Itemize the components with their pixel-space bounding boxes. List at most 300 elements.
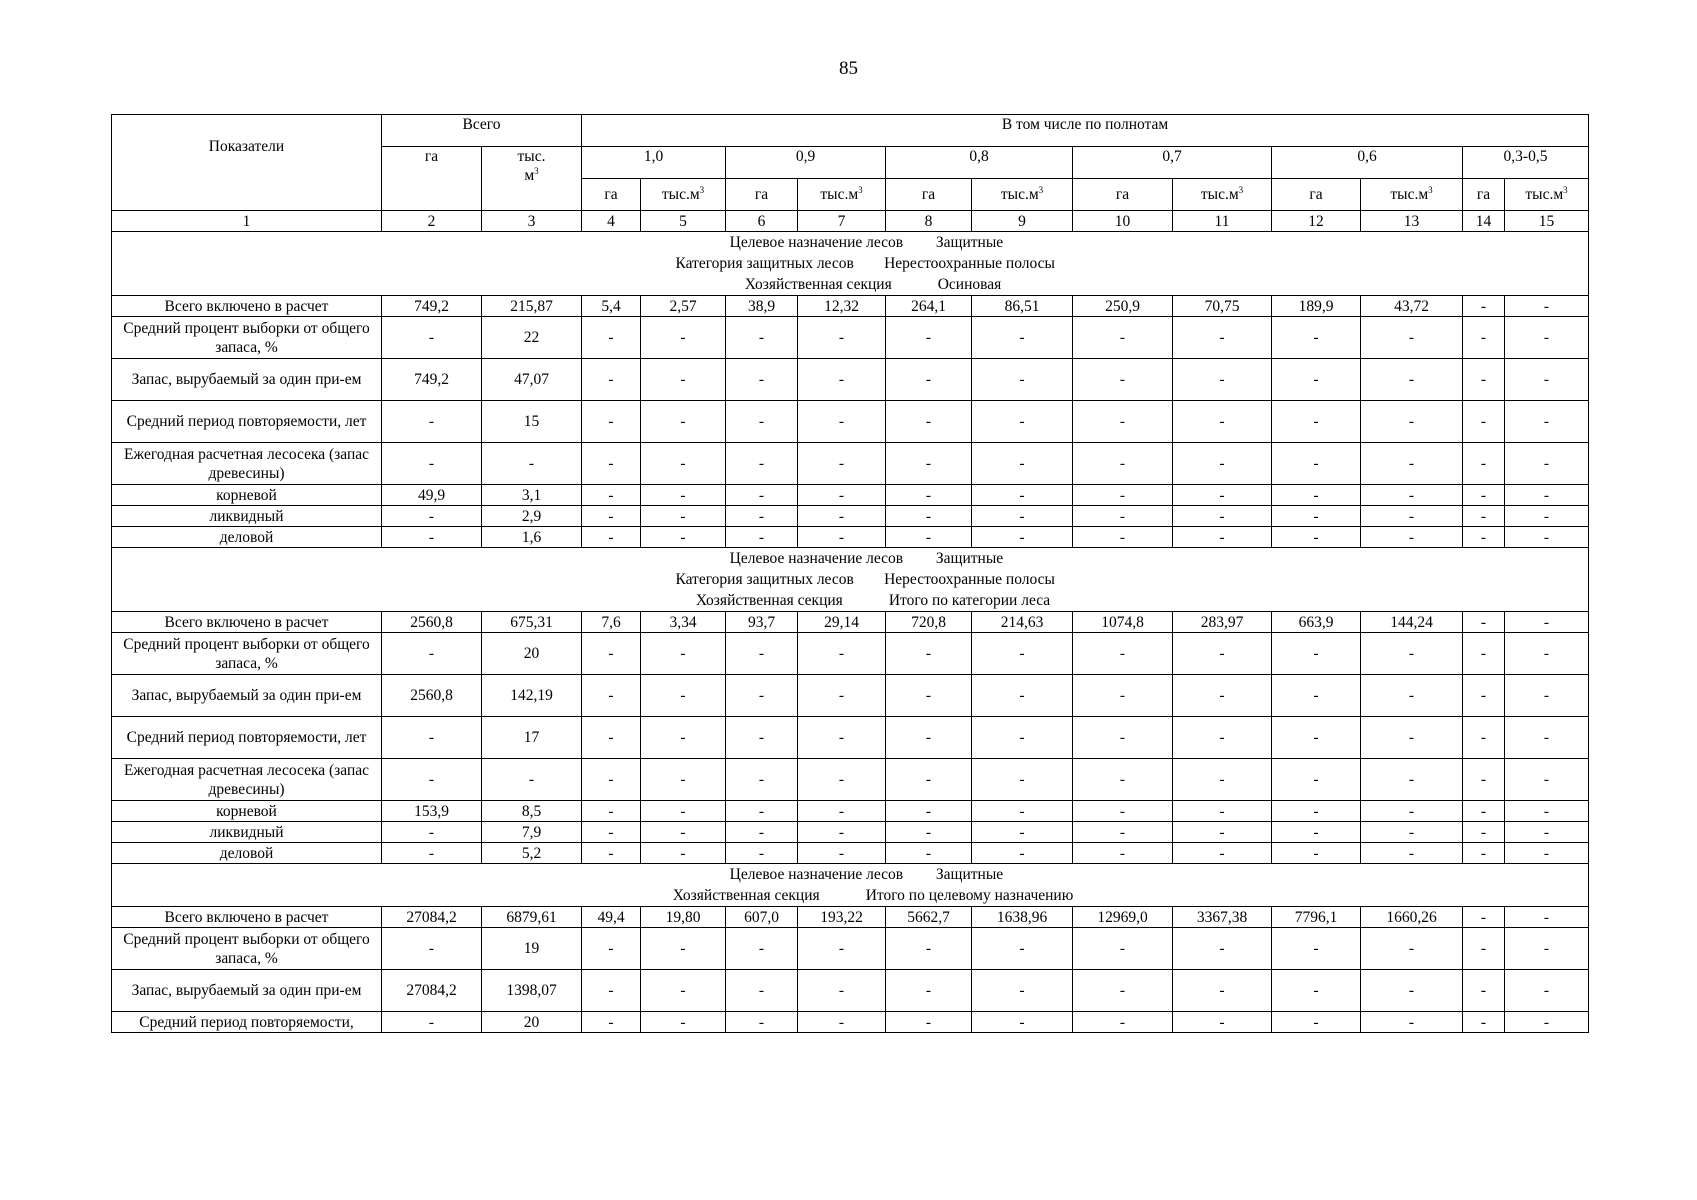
table-cell: - [1272,317,1361,359]
table-cell: - [1173,801,1272,822]
table-cell: 1,6 [482,527,582,548]
table-cell: - [972,485,1073,506]
table-cell: - [1463,1012,1505,1033]
table-cell: 3367,38 [1173,907,1272,928]
row-label: деловой [112,843,382,864]
table-body [112,232,1589,1033]
table-cell: - [1463,843,1505,864]
table-cell: - [1463,527,1505,548]
table-cell: - [886,759,972,801]
row-label: Ежегодная расчетная лесосека (запас древесины) [112,759,382,801]
table-cell: - [382,633,482,675]
column-number: 6 [726,211,798,232]
table-cell: 250,9 [1073,296,1173,317]
table-cell: - [582,633,641,675]
table-cell: - [1361,759,1463,801]
table-cell: 2,9 [482,506,582,527]
table-cell: 38,9 [726,296,798,317]
section-info-key: Целевое назначение лесов [729,234,904,251]
table-cell: - [1173,822,1272,843]
table-cell: - [726,317,798,359]
table-cell: - [1272,717,1361,759]
table-cell: - [972,1012,1073,1033]
table-cell: - [582,822,641,843]
table-cell: 2,57 [641,296,726,317]
table-cell: - [1463,970,1505,1012]
column-number: 5 [641,211,726,232]
table-cell: - [798,759,886,801]
section-info-key: Категория защитных лесов [675,571,854,588]
table-cell: - [382,527,482,548]
table-cell: - [886,401,972,443]
table-cell: - [1073,970,1173,1012]
header-total-ha: га [382,147,482,211]
section-info-key: Хозяйственная секция [744,276,892,293]
table-cell: - [1272,801,1361,822]
table-cell: - [1173,317,1272,359]
table-cell: - [1073,485,1173,506]
table-cell: - [1361,822,1463,843]
table-cell: - [972,359,1073,401]
table-cell: - [382,443,482,485]
row-label: Средний период повторяемости, лет [112,401,382,443]
table-cell: - [382,717,482,759]
subheader-ha: га [886,179,972,211]
table-cell: - [1073,443,1173,485]
table-cell: - [1505,296,1589,317]
table-cell: - [798,675,886,717]
table-cell: 5662,7 [886,907,972,928]
table-cell: 749,2 [382,296,482,317]
column-number: 15 [1505,211,1589,232]
subheader-thous-m3: $тыс.м^3$ [1505,179,1589,211]
table-cell: - [1272,759,1361,801]
table-cell: - [886,928,972,970]
table-row [112,822,1589,843]
column-number: 11 [1173,211,1272,232]
column-number: 12 [1272,211,1361,232]
table-cell: - [482,759,582,801]
table-cell: 7,9 [482,822,582,843]
table-cell: - [726,801,798,822]
table-cell: - [798,506,886,527]
column-number: 1 [112,211,382,232]
table-row [112,907,1589,928]
table-cell: 27084,2 [382,970,482,1012]
section-info-line [114,590,1586,611]
section-info-value: Итого по категории леса [888,592,1051,609]
table-cell: - [1272,633,1361,675]
column-number: 8 [886,211,972,232]
table-cell: - [582,759,641,801]
table-cell: - [382,843,482,864]
table-cell: - [1463,675,1505,717]
subheader-thous-m3: $тыс.м^3$ [1173,179,1272,211]
table-cell: 144,24 [1361,612,1463,633]
page-number: 85 [839,58,858,79]
table-cell: 215,87 [482,296,582,317]
table-cell: - [726,759,798,801]
column-number: 13 [1361,211,1463,232]
table-cell: - [482,443,582,485]
subheader-thous-m3: $тыс.м^3$ [1361,179,1463,211]
table-cell: - [1073,633,1173,675]
table-cell: - [972,317,1073,359]
table-cell: - [1463,317,1505,359]
table-cell: 8,5 [482,801,582,822]
section-info-row [112,548,1589,612]
table-cell: - [1505,970,1589,1012]
table-cell: - [798,801,886,822]
table-cell: - [798,970,886,1012]
table-cell: - [641,801,726,822]
table-cell: - [1463,485,1505,506]
subheader-ha: га [582,179,641,211]
table-cell: - [1361,970,1463,1012]
table-row [112,317,1589,359]
table-cell: - [1463,822,1505,843]
table-cell: 214,63 [972,612,1073,633]
table-cell: - [1505,443,1589,485]
table-cell: - [641,822,726,843]
row-label: корневой [112,485,382,506]
table-row [112,717,1589,759]
table-cell: - [1173,359,1272,401]
table-cell: - [641,717,726,759]
section-info-value: Нерестоохранные полосы [884,255,1055,272]
table-cell: - [1173,928,1272,970]
table-cell: - [1505,907,1589,928]
table-cell: 663,9 [1272,612,1361,633]
table-cell: - [726,359,798,401]
table-cell: - [382,1012,482,1033]
table-cell: - [798,717,886,759]
table-cell: - [1173,675,1272,717]
header-indicators: Показатели [112,115,382,211]
table-cell: - [726,843,798,864]
table-cell: - [1361,443,1463,485]
section-info-line [114,569,1586,590]
table-cell: 2560,8 [382,675,482,717]
table-row [112,1012,1589,1033]
table-cell: - [1463,907,1505,928]
table-cell: - [972,843,1073,864]
table-cell: 6879,61 [482,907,582,928]
table-cell: - [798,928,886,970]
column-number: 7 [798,211,886,232]
table-cell: 1638,96 [972,907,1073,928]
table-cell: - [972,443,1073,485]
header-total-m3: тыс. $м^3$ [482,147,582,211]
table-cell: - [641,443,726,485]
table-cell: - [972,822,1073,843]
table-cell: - [1361,1012,1463,1033]
table-cell: - [1073,506,1173,527]
header-total: Всего [382,115,582,147]
row-label: ликвидный [112,822,382,843]
table-cell: - [1361,675,1463,717]
table-cell: - [382,506,482,527]
table-cell: - [1173,401,1272,443]
table-cell: - [1073,317,1173,359]
subheader-thous-m3: $тыс.м^3$ [641,179,726,211]
table-cell: - [1361,359,1463,401]
table-cell: - [1505,1012,1589,1033]
table-cell: - [972,759,1073,801]
table-cell: - [1361,843,1463,864]
table-row [112,675,1589,717]
table-cell: - [641,401,726,443]
table-cell: - [1073,359,1173,401]
table-cell: - [726,633,798,675]
section-info-value: Защитные [935,550,1004,567]
table-row [112,928,1589,970]
table-cell: - [726,928,798,970]
table-cell: - [798,359,886,401]
table-cell: 5,2 [482,843,582,864]
subheader-ha: га [726,179,798,211]
table-cell: - [972,675,1073,717]
row-label: Запас, вырубаемый за один при-ем [112,970,382,1012]
table-cell: - [1463,612,1505,633]
table-cell: - [1073,759,1173,801]
table-cell: 1660,26 [1361,907,1463,928]
table-cell: - [641,1012,726,1033]
table-cell: 47,07 [482,359,582,401]
table-cell: - [1073,928,1173,970]
table-cell: - [1505,717,1589,759]
table-cell: - [972,970,1073,1012]
table-cell: - [886,1012,972,1033]
table-cell: - [582,527,641,548]
row-label: Ежегодная расчетная лесосека (запас древесины) [112,443,382,485]
row-label: Запас, вырубаемый за один при-ем [112,359,382,401]
table-cell: - [1463,296,1505,317]
table-cell: - [1272,443,1361,485]
table-cell: - [641,970,726,1012]
table-cell: - [798,317,886,359]
table-cell: - [1173,506,1272,527]
table-cell: - [886,527,972,548]
table-cell: - [972,506,1073,527]
table-cell: - [1272,485,1361,506]
section-info-key: Хозяйственная секция [695,592,843,609]
table-cell: - [886,970,972,1012]
table-cell: - [582,675,641,717]
table-cell: - [1272,970,1361,1012]
section-info-row [112,232,1589,296]
table-cell: - [1272,822,1361,843]
table-row [112,359,1589,401]
table-cell: 29,14 [798,612,886,633]
table-cell: 86,51 [972,296,1073,317]
table-row [112,612,1589,633]
subheader-ha: га [1463,179,1505,211]
table-cell: - [1272,928,1361,970]
section-info-row [112,864,1589,907]
table-cell: - [1463,633,1505,675]
subheader-ha: га [1073,179,1173,211]
table-cell: 7796,1 [1272,907,1361,928]
table-cell: 49,9 [382,485,482,506]
table-cell: - [726,401,798,443]
table-cell: - [1173,759,1272,801]
section-info-value: Защитные [935,866,1004,883]
table-cell: - [382,759,482,801]
table-cell: - [798,527,886,548]
table-cell: - [1463,759,1505,801]
table-cell: - [1463,928,1505,970]
table-cell: 17 [482,717,582,759]
table-row [112,401,1589,443]
table-cell: - [1272,1012,1361,1033]
subheader-ha: га [1272,179,1361,211]
table-cell: - [641,633,726,675]
table-cell: 189,9 [1272,296,1361,317]
table-cell: - [798,1012,886,1033]
section-info [112,232,1589,296]
row-label: Всего включено в расчет [112,296,382,317]
table-cell: - [1361,928,1463,970]
table-cell: - [1073,717,1173,759]
table-cell: 607,0 [726,907,798,928]
row-label: Средний период повторяемости, [112,1012,382,1033]
table-cell: - [1463,401,1505,443]
table-cell: - [1173,527,1272,548]
row-label: Всего включено в расчет [112,612,382,633]
section-info-line [114,885,1586,906]
table-cell: - [641,759,726,801]
table-cell: 749,2 [382,359,482,401]
table-row [112,443,1589,485]
table-cell: - [1505,506,1589,527]
table-cell: 3,1 [482,485,582,506]
subheader-thous-m3: $тыс.м^3$ [972,179,1073,211]
table-cell: - [886,359,972,401]
table-cell: - [1073,1012,1173,1033]
table-cell: 720,8 [886,612,972,633]
table-cell: - [641,359,726,401]
table-cell: - [641,485,726,506]
column-number: 9 [972,211,1073,232]
table-cell: - [582,843,641,864]
table-cell: 20 [482,1012,582,1033]
table-cell: - [726,1012,798,1033]
table-cell: 153,9 [382,801,482,822]
subheader-thous-m3: $тыс.м^3$ [798,179,886,211]
table-cell: - [1073,401,1173,443]
table-cell: - [1073,801,1173,822]
section-info-value: Итого по целевому назначению [865,887,1074,904]
table-cell: - [726,527,798,548]
table-cell: - [641,843,726,864]
column-number: 2 [382,211,482,232]
section-info-value: Защитные [935,234,1004,251]
table-cell: - [582,485,641,506]
table-row [112,843,1589,864]
column-number: 4 [582,211,641,232]
table-cell: - [1505,633,1589,675]
table-cell: 93,7 [726,612,798,633]
table-cell: - [641,527,726,548]
section-info-line [114,253,1586,274]
table-cell: 142,19 [482,675,582,717]
table-cell: - [1272,359,1361,401]
table-cell: - [1361,401,1463,443]
section-info-key: Целевое назначение лесов [729,866,904,883]
table-cell: - [1463,359,1505,401]
row-label: Запас, вырубаемый за один при-ем [112,675,382,717]
table-cell: - [1073,822,1173,843]
table-cell: - [1173,717,1272,759]
header-density-4: 0,7 [1073,147,1272,179]
table-cell: - [582,401,641,443]
header-density-6: 0,3-0,5 [1463,147,1589,179]
table-cell: - [726,675,798,717]
table-cell: 1074,8 [1073,612,1173,633]
table-cell: - [1073,527,1173,548]
row-label: Средний процент выборки от общего запаса, % [112,928,382,970]
table-cell: - [382,822,482,843]
table-cell: 15 [482,401,582,443]
table-cell: - [582,359,641,401]
table-row [112,506,1589,527]
row-label: ликвидный [112,506,382,527]
table-cell: - [582,970,641,1012]
header-density-5: 0,6 [1272,147,1463,179]
table-cell: - [1173,1012,1272,1033]
table-cell: 1398,07 [482,970,582,1012]
table-cell: - [886,317,972,359]
section-info-line [114,274,1586,295]
table-cell: - [1505,843,1589,864]
table-cell: - [972,928,1073,970]
table-cell: - [726,485,798,506]
table-cell: - [641,675,726,717]
table-cell: - [382,317,482,359]
section-info-value: Нерестоохранные полосы [884,571,1055,588]
table-cell: 675,31 [482,612,582,633]
table-cell: - [886,506,972,527]
table-cell: 70,75 [1173,296,1272,317]
table-cell: - [1505,401,1589,443]
table-cell: - [1361,801,1463,822]
table-cell: - [1173,633,1272,675]
table-cell: - [726,717,798,759]
table-cell: - [798,843,886,864]
table-cell: - [1272,527,1361,548]
table-cell: - [798,633,886,675]
table-cell: 264,1 [886,296,972,317]
table-cell: - [726,822,798,843]
table-cell: - [1505,612,1589,633]
table-cell: - [886,822,972,843]
section-info-line [114,548,1586,569]
section-info-key: Категория защитных лесов [675,255,854,272]
table-cell: - [582,443,641,485]
table-cell: - [1073,675,1173,717]
table-row [112,801,1589,822]
table-cell: - [972,527,1073,548]
table-cell: - [886,485,972,506]
table-cell: - [972,801,1073,822]
table-cell: - [798,822,886,843]
table-cell: 7,6 [582,612,641,633]
column-number: 14 [1463,211,1505,232]
table-cell: 193,22 [798,907,886,928]
table-cell: - [1361,717,1463,759]
table-cell: - [972,401,1073,443]
